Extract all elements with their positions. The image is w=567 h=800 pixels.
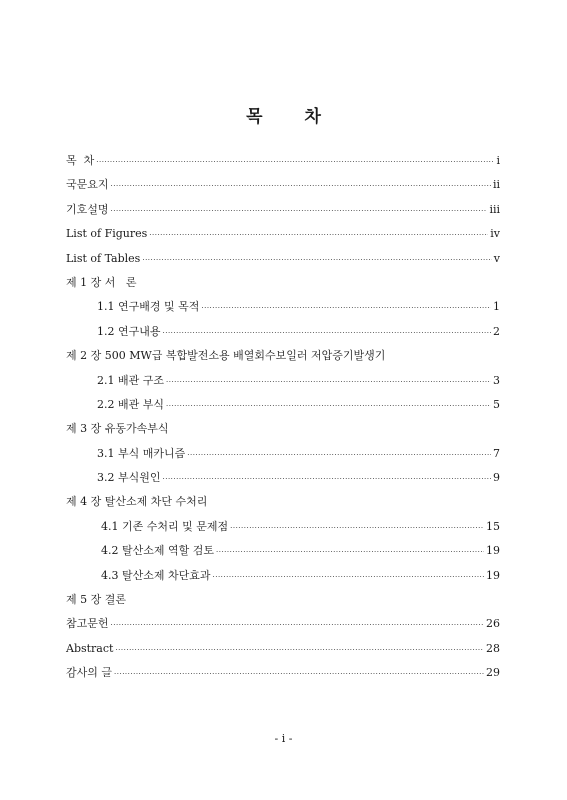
toc-entry-label: 3.1 부식 매카니즘 [97, 446, 186, 460]
toc-entry-label: 2.2 배관 부식 [97, 397, 164, 411]
toc-entry-page: 1 [493, 300, 500, 314]
toc-entry-page: 9 [493, 471, 500, 485]
toc-entry-label: 4.3 탈산소제 차단효과 [101, 568, 211, 582]
toc-entry[interactable] [66, 369, 500, 393]
toc-entry-label: 기호설명 [66, 202, 109, 216]
toc-entry-label: 감사의 글 [66, 666, 113, 680]
toc-entry-page: 2 [493, 324, 500, 338]
dot-leader [111, 613, 484, 637]
toc-entry[interactable] [66, 393, 500, 417]
toc-entry-label: 제 5 장 결론 [66, 593, 126, 607]
toc-entry-page: 5 [493, 397, 500, 411]
toc-entry-label: 4.1 기존 수처리 및 문제점 [101, 519, 229, 533]
toc-entry-page: v [493, 251, 500, 265]
toc-entry-page: 19 [486, 568, 500, 582]
dot-leader [111, 199, 488, 223]
dot-leader [115, 638, 484, 662]
toc-chapter-heading [66, 344, 500, 368]
toc-entry[interactable] [66, 442, 500, 466]
toc-entry[interactable] [66, 637, 500, 661]
toc-entry[interactable] [66, 149, 500, 173]
dot-leader [142, 248, 491, 272]
page-title: 목 차 [246, 107, 321, 127]
toc-entry-label: 2.1 배관 구조 [97, 373, 164, 387]
dot-leader [230, 516, 484, 540]
toc-entry-page: ii [492, 178, 500, 192]
toc-entry-page: 15 [486, 519, 500, 533]
toc-entry-label: 1.2 연구내용 [97, 324, 161, 338]
dot-leader [149, 223, 488, 247]
toc-entry-label: 제 2 장 500 MW급 복합발전소용 배열회수보일러 저압증기발생기 [66, 349, 386, 363]
toc-entry-label: 참고문헌 [66, 617, 109, 631]
page-number-footer: - i - [274, 732, 293, 745]
toc-entry[interactable] [66, 222, 500, 246]
dot-leader [216, 540, 484, 564]
toc-entry-page: 28 [486, 641, 500, 655]
toc-entry-label: 제 1 장 서 론 [66, 275, 137, 289]
toc-chapter-heading [66, 417, 500, 441]
dot-leader [201, 296, 491, 320]
dot-leader [114, 662, 484, 686]
toc-chapter-heading [66, 271, 500, 295]
toc-entry[interactable] [66, 515, 500, 539]
toc-entry-label: List of Tables [66, 251, 141, 265]
toc-entry-page: 19 [486, 544, 500, 558]
toc-entry-page: 26 [486, 617, 500, 631]
toc-entry[interactable] [66, 198, 500, 222]
toc-entry[interactable] [66, 466, 500, 490]
toc-chapter-heading [66, 490, 500, 514]
toc-entry[interactable] [66, 173, 500, 197]
toc-entry-label: 목 차 [66, 154, 95, 167]
table-of-contents [66, 149, 500, 686]
toc-entry-page: 7 [493, 446, 500, 460]
dot-leader [111, 174, 491, 198]
toc-entry[interactable] [66, 564, 500, 588]
toc-chapter-heading [66, 588, 500, 612]
toc-entry-page: 3 [493, 373, 500, 387]
toc-entry-label: 1.1 연구배경 및 목적 [97, 300, 200, 314]
dot-leader [163, 467, 492, 491]
toc-entry-label: 국문요지 [66, 178, 109, 192]
toc-entry-label: List of Figures [66, 227, 148, 241]
dot-leader [166, 394, 491, 418]
dot-leader [163, 321, 492, 345]
toc-entry-page: iv [490, 227, 500, 241]
toc-entry-label: 3.2 부식원인 [97, 471, 161, 485]
toc-entry-page: iii [489, 202, 500, 216]
dot-leader [213, 565, 485, 589]
toc-entry-label: 제 3 장 유동가속부식 [66, 422, 169, 436]
toc-entry-page: i [496, 154, 500, 167]
toc-entry-label: Abstract [66, 641, 114, 655]
toc-entry-label: 4.2 탈산소제 역할 검토 [101, 544, 214, 558]
toc-entry[interactable] [66, 612, 500, 636]
toc-entry-label: 제 4 장 탈산소제 차단 수처리 [66, 495, 208, 509]
toc-entry-page: 29 [486, 666, 500, 680]
toc-entry[interactable] [66, 247, 500, 271]
toc-entry[interactable] [66, 661, 500, 685]
dot-leader [96, 150, 494, 174]
toc-entry[interactable] [66, 539, 500, 563]
toc-entry[interactable] [66, 320, 500, 344]
dot-leader [166, 370, 491, 394]
toc-entry[interactable] [66, 295, 500, 319]
dot-leader [187, 443, 491, 467]
